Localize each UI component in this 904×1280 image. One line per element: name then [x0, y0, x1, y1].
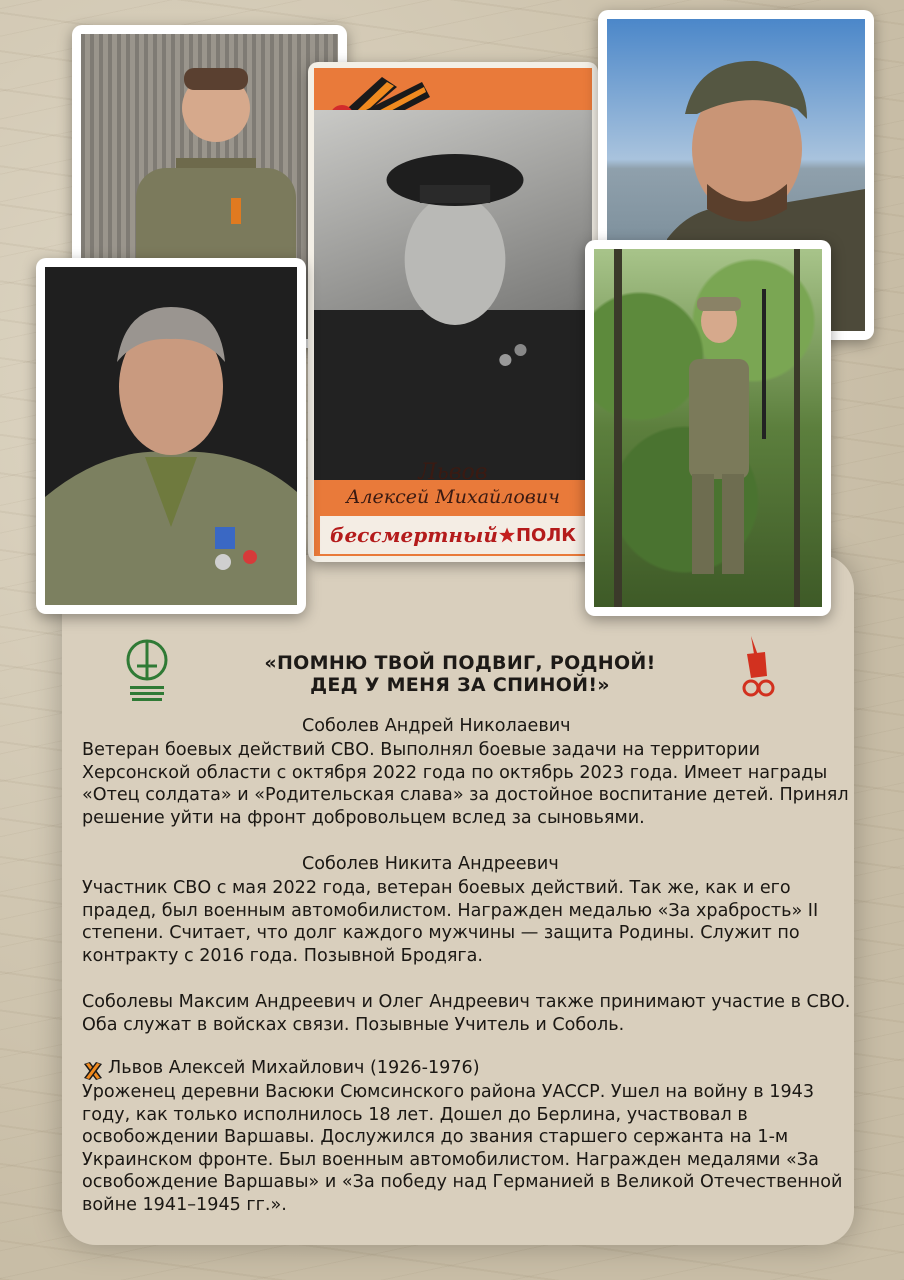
committee-emblem-icon [122, 636, 172, 706]
section-2-name: Соболев Никита Андреевич [302, 854, 559, 874]
section-4-name: Львов Алексей Михайлович (1926-1976) [108, 1058, 480, 1078]
red-star-icon [498, 520, 516, 550]
soldier-in-forest-photo [585, 240, 831, 616]
section-1-text: Ветеран боевых действий СВО. Выполнял боевые задачи на территории Херсонской области с октября 2022 года по октябрь 2023 года. Имеет награды «Отец солдата» и «Родительская слава» за достойное воспитание детей. Принял решение уйти на фронт добровольцем вслед за сыновьями. [82, 740, 849, 828]
st-george-ribbon-small-icon [82, 1060, 104, 1082]
ww2-soldier-portrait [314, 110, 592, 480]
immortal-regiment-banner [320, 516, 586, 554]
section-4-text: Уроженец деревни Васюки Сюмсинского района УАССР. Ушел на войну в 1943 году, как только исполнилось 18 лет. Дошел до Берлина, участвовал в освобождении Варшавы. Дослужился до звания старшего сержанта на 1-м Украинском фронте. Был военным автомобилистом. Награжден медалями «За освобождение Варшавы» и «За победу над Германией в Великой Отечественной войне 1941–1945 гг.». [82, 1082, 843, 1215]
victory-80-emblem-icon [737, 634, 779, 700]
card-surname: Львов [418, 460, 488, 485]
card-given-names: Алексей Михайлович [346, 486, 560, 508]
slogan-line-1: «ПОМНЮ ТВОЙ ПОДВИГ, РОДНОЙ! [264, 652, 656, 674]
banner-word-immortal: бессмертный [330, 523, 498, 547]
slogan [190, 652, 730, 696]
officer-portrait-photo [36, 258, 306, 614]
banner-word-regiment: ПОЛК [515, 524, 576, 546]
slogan-line-2: ДЕД У МЕНЯ ЗА СПИНОЙ!» [310, 674, 610, 696]
immortal-regiment-card [308, 62, 598, 562]
section-2-text: Участник СВО с мая 2022 года, ветеран боевых действий. Так же, как и его прадед, был военным автомобилистом. Награжден медалью «За храбрость» II степени. Считает, что долг каждого мужчины — защита Родины. Служит по контракту с 2016 года. Позывной Бродяга. [82, 878, 819, 966]
officer-figure [45, 267, 297, 605]
forest-soldier-figure [594, 249, 822, 607]
section-3-text: Соболевы Максим Андреевич и Олег Андреевич также принимают участие в СВО. Оба служат в войсках связи. Позывные Учитель и Соболь. [82, 992, 851, 1035]
section-1-name: Соболев Андрей Николаевич [302, 716, 571, 736]
